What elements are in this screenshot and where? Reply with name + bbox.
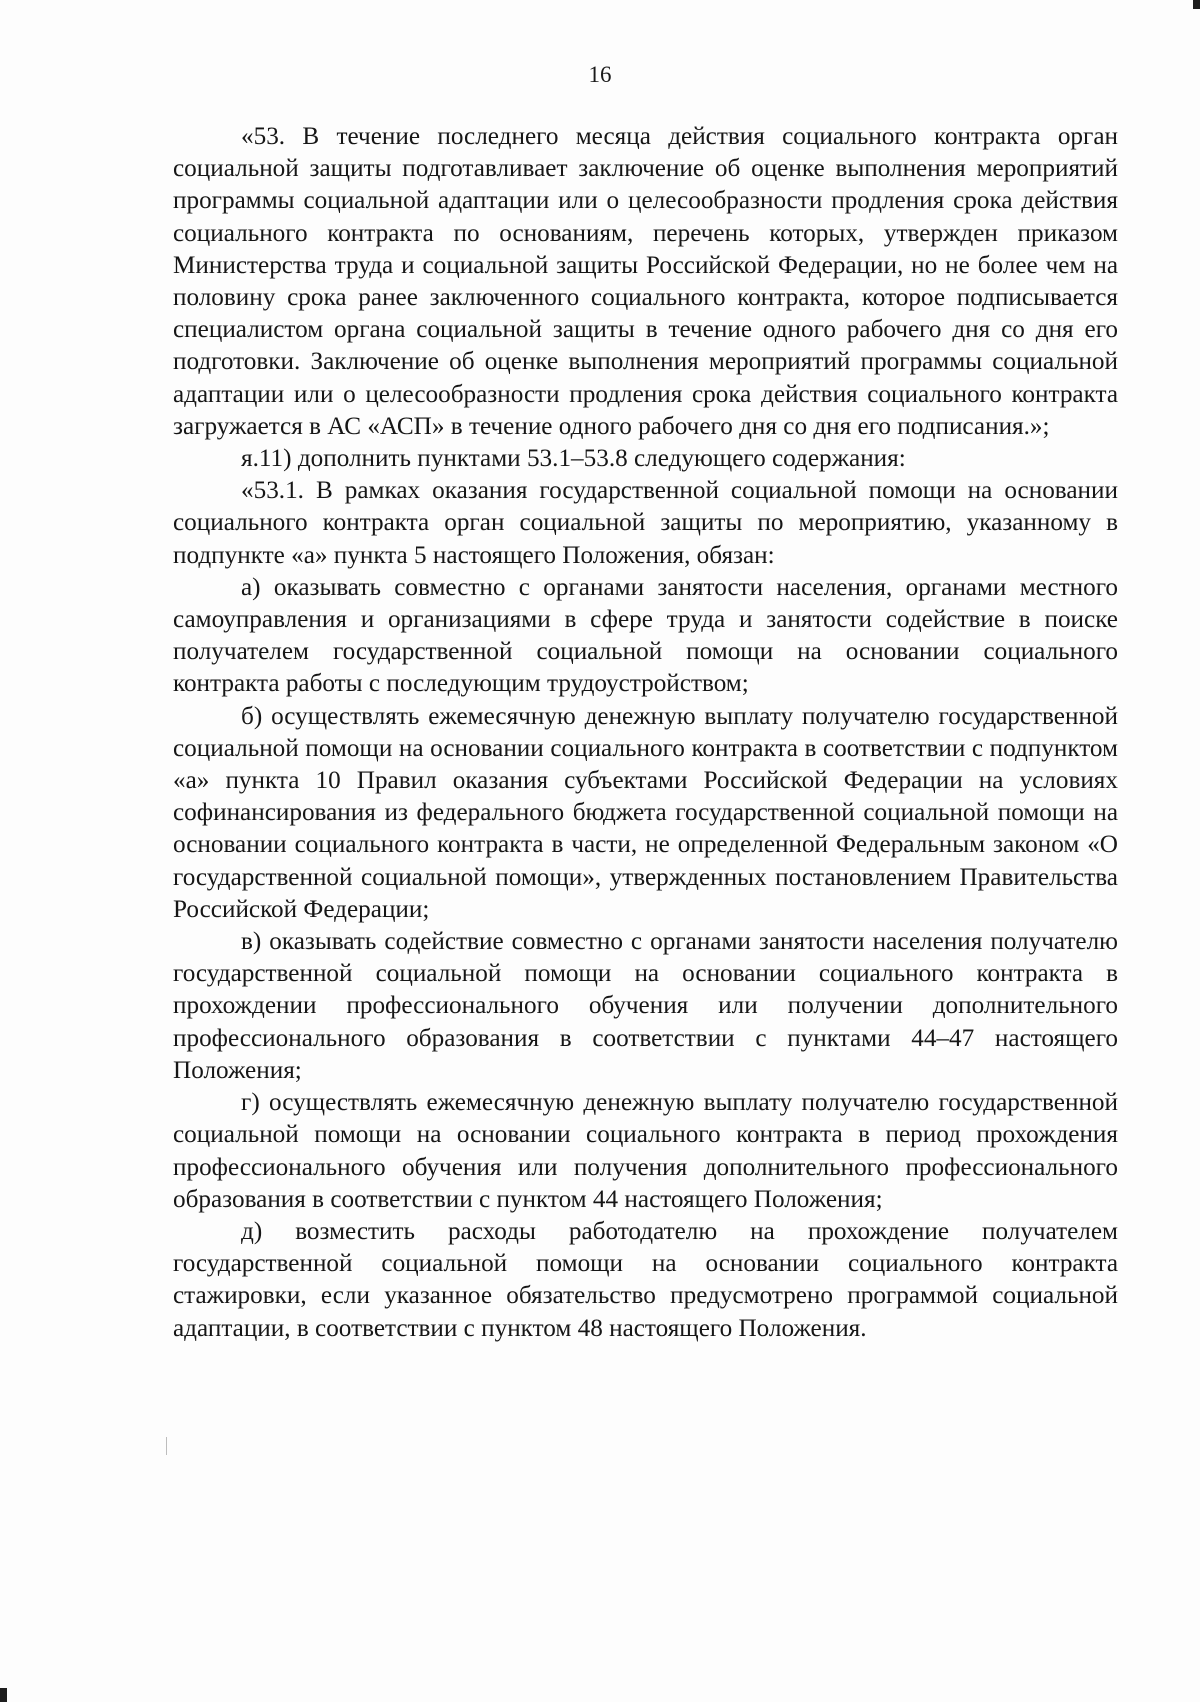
document-body (173, 121, 1118, 1345)
paragraph-item-d: д) возместить расходы работодателю на прохождение получателем государственной социальной помощи на основании социального контракта стажировки, если указанное обязательство предусмотрено программой социальной адаптации, в соответствии с пунктом 48 настоящего Положения. (173, 1217, 1118, 1342)
paragraph-item-g: г) осуществлять ежемесячную денежную выплату получателю государственной социальной помощи на основании социального контракта в период прохождения профессионального обучения или получения дополнительного профессионального образования в соответствии с пунктом 44 настоящего Положения; (173, 1089, 1118, 1213)
paragraph-amendment-ya11: я.11) дополнить пунктами 53.1–53.8 следующего содержания: (241, 445, 906, 473)
scan-edge-mark (1193, 0, 1200, 9)
paragraph-item-b: б) осуществлять ежемесячную денежную выплату получателю государственной социальной помощи на основании социального контракта в соответствии с подпунктом «а» пункта 10 Правил оказания субъектами Российской Федерации на условиях софинансирования из федерального бюджета государственной социальной помощи на основании социального контракта в части, не определенной Федеральным законом «О государственной социальной помощи», утвержденных постановлением Правительства Российской Федерации; (173, 702, 1118, 923)
paragraph-53-1: «53.1. В рамках оказания государственной социальной помощи на основании социального контракта орган социальной защиты по мероприятию, указанному в подпункте «а» пункта 5 настоящего Положения, обязан: (173, 477, 1118, 569)
scan-margin-mark (166, 1437, 167, 1455)
page-number: 16 (588, 62, 612, 87)
paragraph-item-a: а) оказывать совместно с органами занятости населения, органами местного самоуправления и организациями в сфере труда и занятости содействие в поиске получателем государственной социальной помощи на основании социального контракта работы с последующим трудоустройством; (173, 573, 1118, 698)
scan-edge-mark-bottom (0, 1688, 7, 1702)
paragraph-53: «53. В течение последнего месяца действия социального контракта орган социальной защиты подготавливает заключение об оценке выполнения мероприятий программы социальной адаптации или о целесообразности продления срока действия социального контракта по основаниям, перечень которых, утвержден приказом Министерства труда и социальной защиты Российской Федерации, но не более чем на половину срока ранее заключенного социального контракта, которое подписывается специалистом органа социальной защиты в течение одного рабочего дня со дня его подготовки. Заключение об оценке выполнения мероприятий программы социальной адаптации или о целесообразности продления срока действия социального контракта загружается в АС «АСП» в течение одного рабочего дня со дня его подписания.»; (173, 123, 1118, 440)
paragraph-item-v: в) оказывать содействие совместно с органами занятости населения получателю государственной социальной помощи на основании социального контракта в прохождении профессионального обучения или получении дополнительного профессионального образования в соответствии с пунктами 44–47 настоящего Положения; (173, 928, 1118, 1084)
